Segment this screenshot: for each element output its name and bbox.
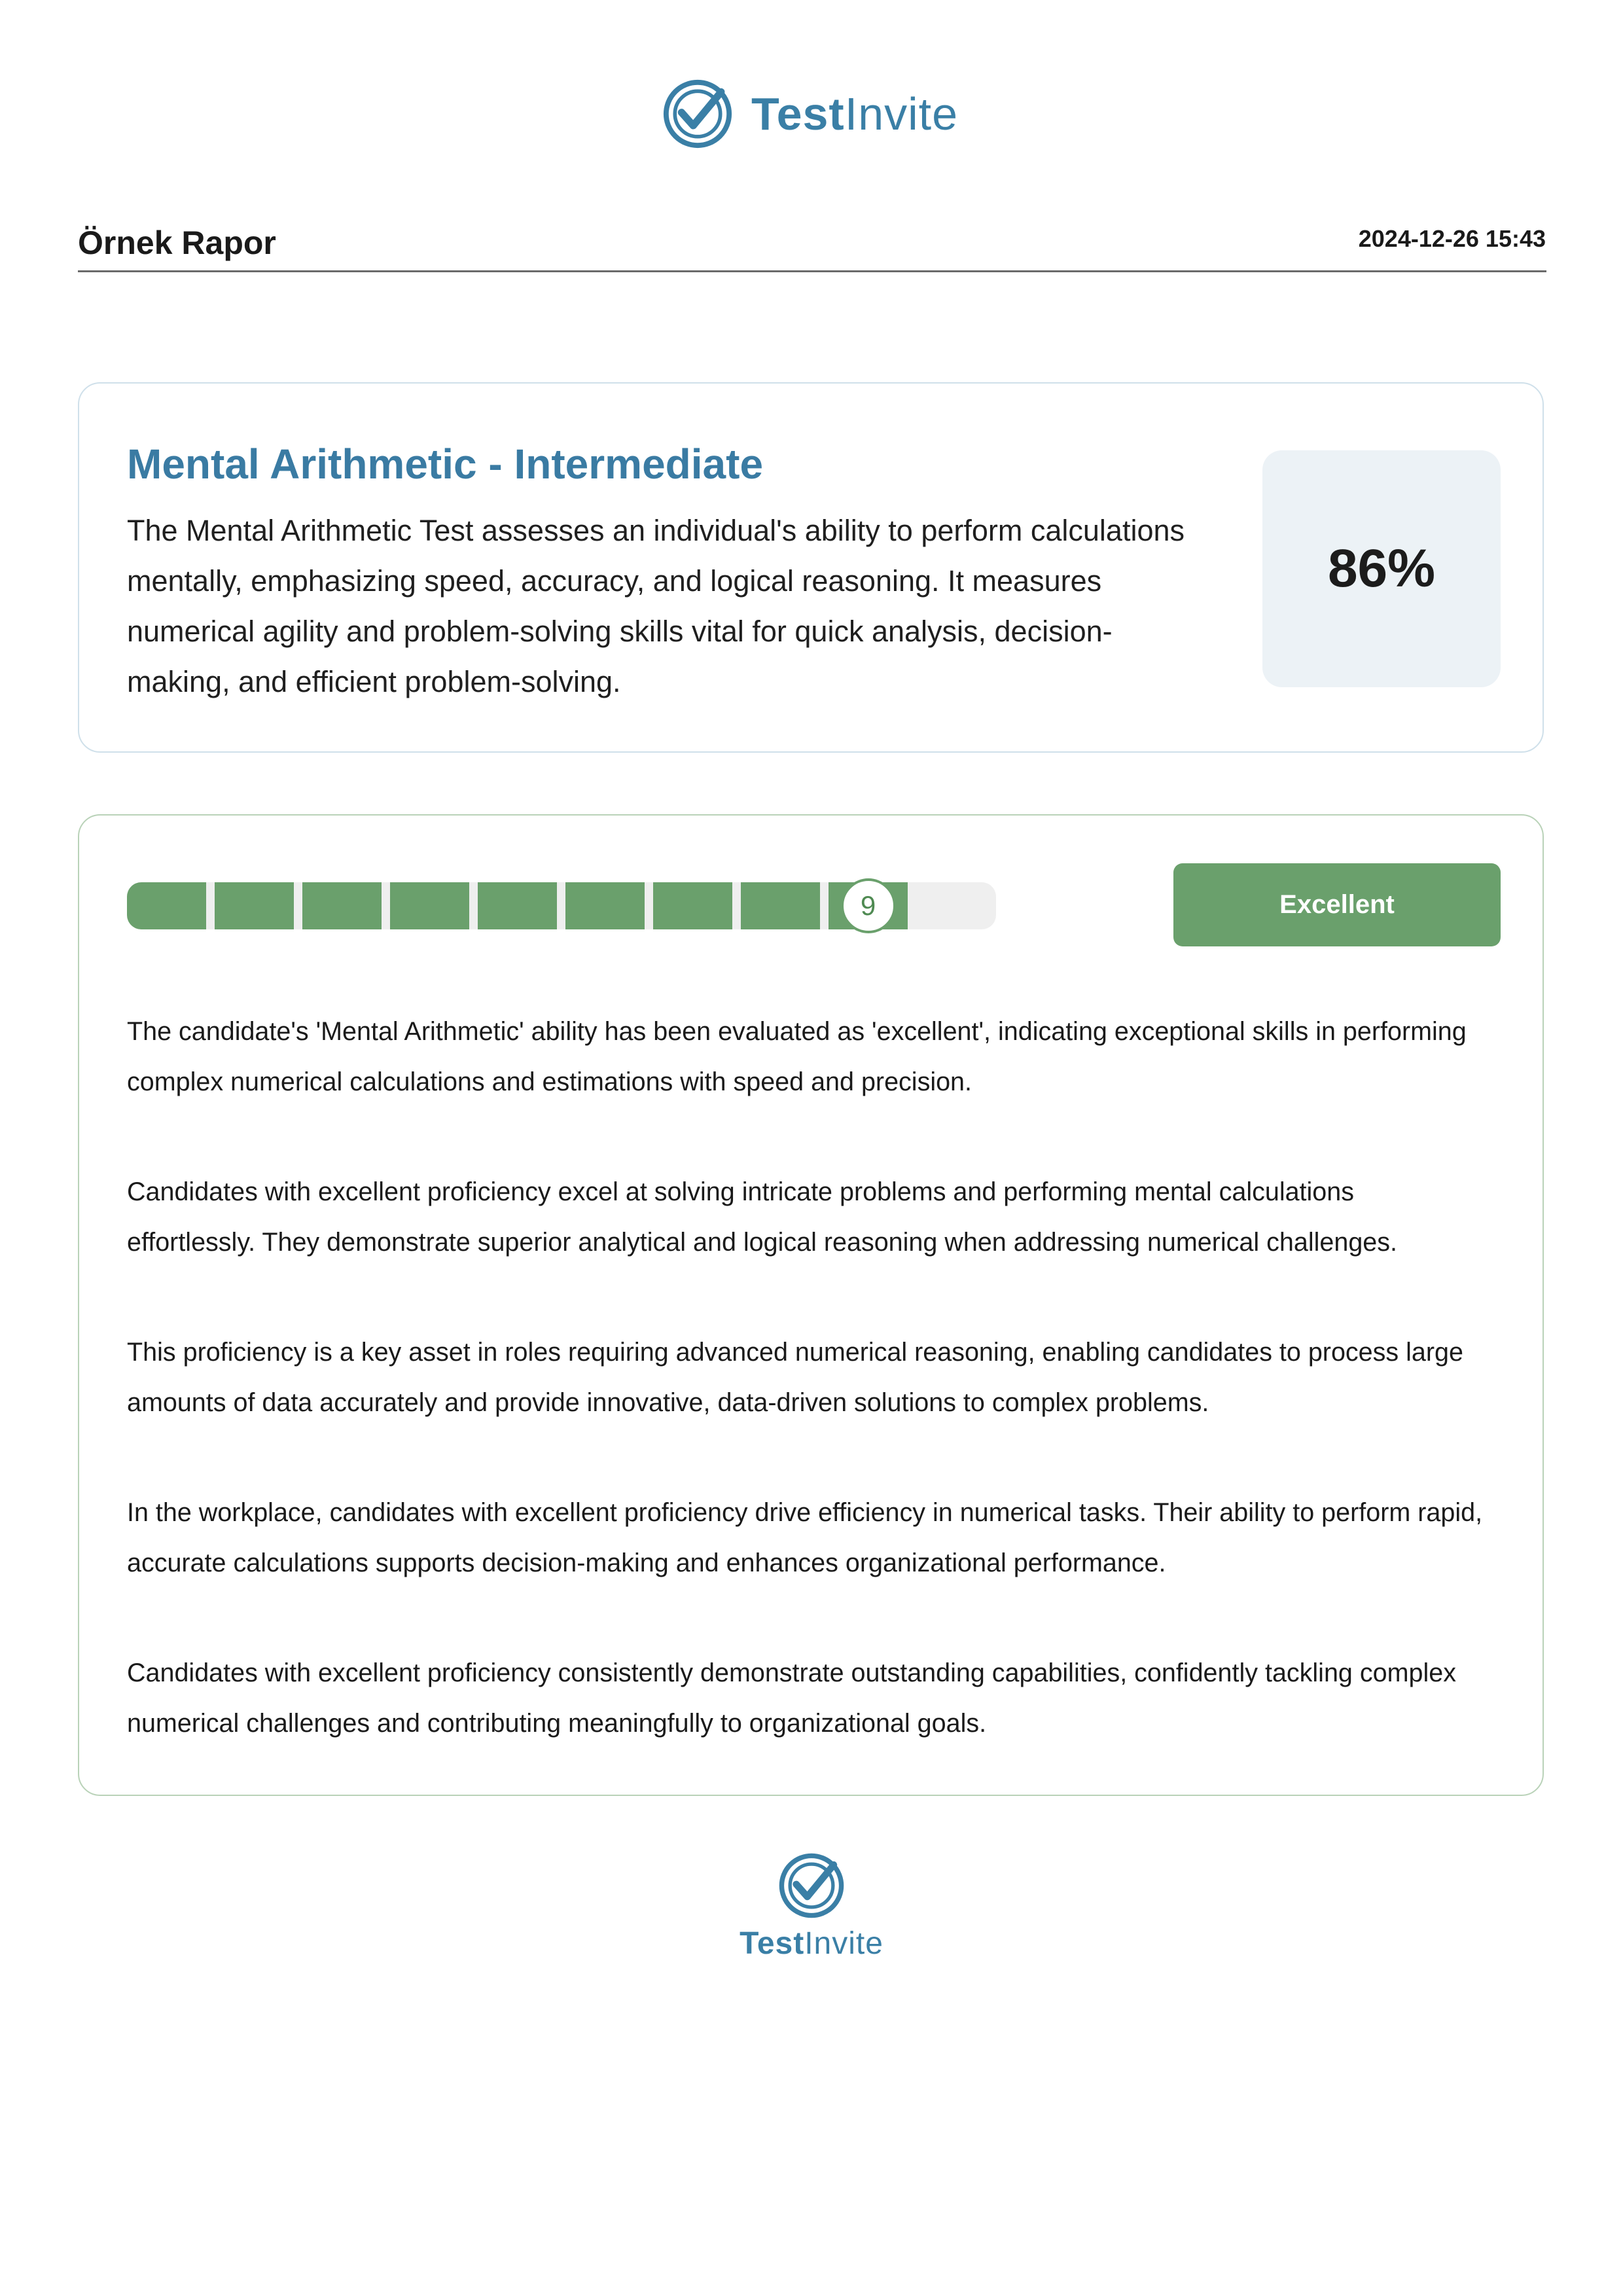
scale-segment: [302, 882, 382, 929]
footer-brand-name: [713, 1926, 910, 1962]
scale-segment: [478, 882, 557, 929]
brand-name-light: Invite: [844, 88, 959, 139]
result-paragraph: This proficiency is a key asset in roles requiring advanced numerical reasoning, enabling candidates to process large amounts of data accurately and provide innovative, data-driven solutions to complex problems.: [127, 1338, 1463, 1417]
header-divider: [78, 270, 1546, 272]
footer-brand-name-light: Invite: [804, 1926, 883, 1961]
test-description: The Mental Arithmetic Test assesses an individual's ability to perform calculations mentally, emphasizing speed, accuracy, and logical reasoning. It measures numerical agility and problem-solving skills vital for quick analysis, decision-making, and efficient problem-solving.: [127, 514, 1185, 698]
scale-segment: [390, 882, 469, 929]
scale-segment: [127, 882, 206, 929]
header-logo: [661, 75, 958, 152]
footer-logo: [713, 1851, 910, 1962]
scale-segment: [565, 882, 645, 929]
check-badge-icon: [777, 1851, 846, 1920]
brand-name: [751, 88, 958, 140]
result-paragraph: In the workplace, candidates with excellent proficiency drive efficiency in numerical tasks. Their ability to perform rapid, accurate calculations supports decision-making and enhances organizational performance.: [127, 1498, 1483, 1577]
scale-segment: [215, 882, 294, 929]
result-card: [78, 814, 1544, 1796]
report-date: 2024-12-26 15:43: [1358, 225, 1546, 252]
result-paragraphs: [127, 1007, 1488, 1808]
footer-brand-name-bold: Test: [740, 1926, 805, 1961]
result-paragraph: The candidate's 'Mental Arithmetic' ability has been evaluated as 'excellent', indicating exceptional skills in performing complex numerical calculations and estimations with speed and precision.: [127, 1017, 1467, 1096]
brand-name-bold: Test: [751, 88, 845, 139]
check-badge-icon: [661, 77, 734, 151]
proficiency-scale: [127, 882, 996, 929]
level-badge: Excellent: [1173, 863, 1501, 946]
score-box: [1262, 450, 1501, 687]
result-paragraph: Candidates with excellent proficiency consistently demonstrate outstanding capabilities, confidently tackling complex numerical challenges and contributing meaningfully to organizational goals.: [127, 1659, 1456, 1738]
score-value: 86%: [1327, 539, 1436, 598]
test-summary-card: [78, 382, 1544, 753]
scale-segment: [741, 882, 820, 929]
scale-marker: 9: [841, 878, 896, 933]
result-paragraph: Candidates with excellent proficiency excel at solving intricate problems and performing mental calculations effortlessly. They demonstrate superior analytical and logical reasoning when addressing numerical challenges.: [127, 1177, 1397, 1257]
scale-segment: [653, 882, 732, 929]
test-title: Mental Arithmetic - Intermediate: [127, 440, 764, 488]
report-title: Örnek Rapor: [78, 224, 276, 261]
